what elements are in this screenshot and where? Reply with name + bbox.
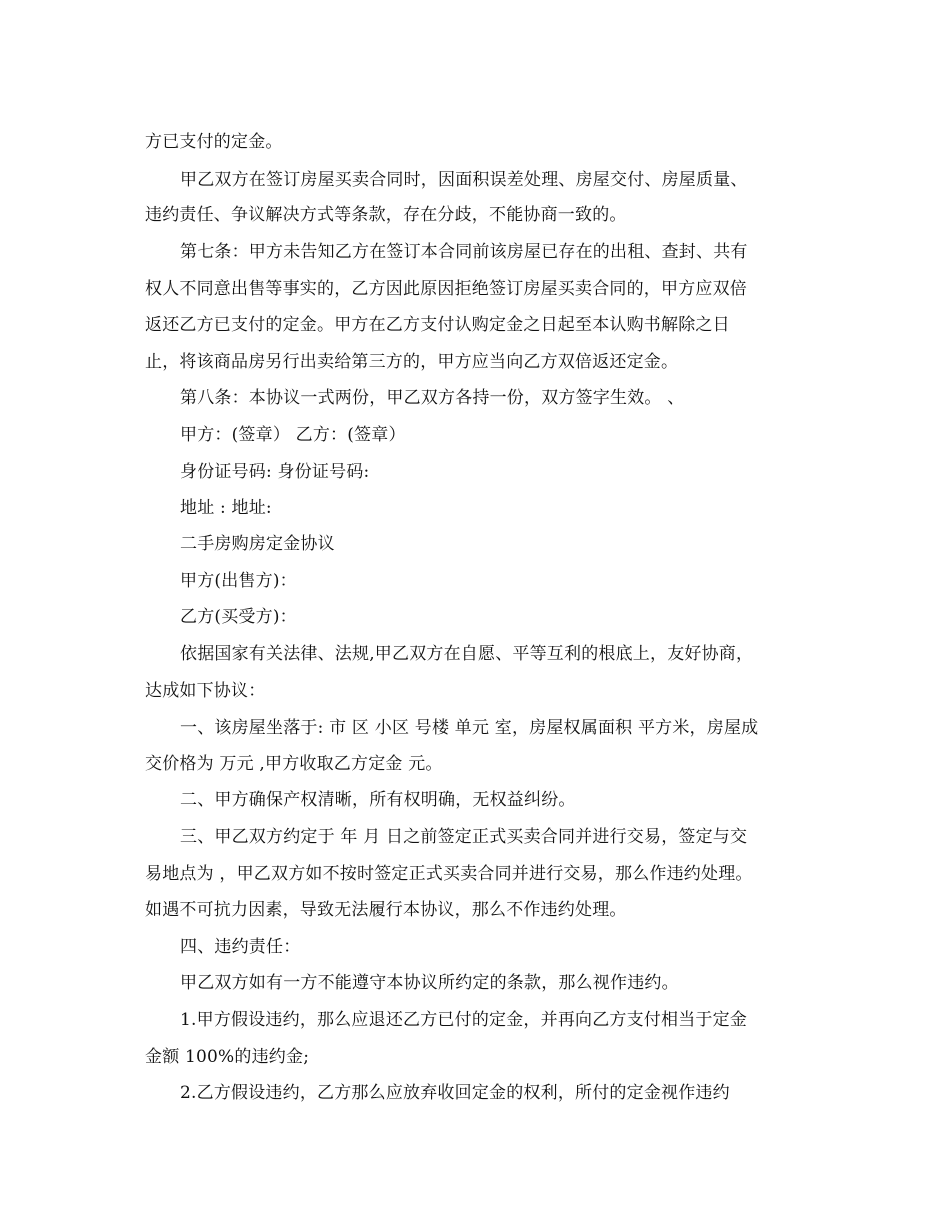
- text-line: 如遇不可抗力因素，导致无法履行本协议，那么不作违约处理。: [145, 900, 627, 920]
- text-line: 违约责任、争议解决方式等条款，存在分歧，不能协商一致的。: [145, 205, 627, 225]
- text-line: 甲方：(签章） 乙方：(签章）: [180, 425, 406, 445]
- text-line: 权人不同意出售等事实的，乙方因此原因拒绝签订房屋买卖合同的，甲方应双倍: [145, 279, 747, 299]
- text-line: 1.甲方假设违约，那么应退还乙方已付的定金，并再向乙方支付相当于定金: [180, 1010, 748, 1030]
- text-line: 身份证号码: 身份证号码:: [180, 462, 370, 482]
- text-line: 依据国家有关法律、法规,甲乙双方在自愿、平等互利的根底上，友好协商，: [180, 644, 754, 664]
- text-line: 达成如下协议：: [145, 681, 266, 701]
- text-line: 乙方(买受方)：: [180, 607, 297, 627]
- text-line: 四、违约责任：: [180, 937, 301, 957]
- text-line: 金额 100%的违约金;: [145, 1047, 310, 1067]
- text-line: 甲乙双方在签订房屋买卖合同时，因面积误差处理、房屋交付、房屋质量、: [180, 170, 748, 190]
- text-line: 第八条：本协议一式两份，甲乙双方各持一份，双方签字生效。 、: [180, 388, 685, 408]
- text-line: 甲乙双方如有一方不能遵守本协议所约定的条款，那么视作违约。: [180, 973, 679, 993]
- text-line: 二手房购房定金协议: [180, 534, 335, 554]
- text-line: 交价格为 万元 ,甲方收取乙方定金 元。: [145, 754, 443, 774]
- text-line: 二、甲方确保产权清晰，所有权明确，无权益纠纷。: [180, 790, 576, 810]
- text-line: 第七条：甲方未告知乙方在签订本合同前该房屋已存在的出租、查封、共有: [180, 242, 748, 262]
- text-line: 一、该房屋坐落于: 市 区 小区 号楼 单元 室，房屋权属面积 平方米，房屋成: [180, 718, 759, 738]
- text-line: 2.乙方假设违约，乙方那么应放弃收回定金的权利，所付的定金视作违约: [180, 1083, 730, 1103]
- text-line: 止，将该商品房另行出卖给第三方的，甲方应当向乙方双倍返还定金。: [145, 352, 679, 372]
- text-line: 易地点为 ，甲乙双方如不按时签定正式买卖合同并进行交易，那么作违约处理。: [145, 864, 753, 884]
- text-line: 甲方(出售方)：: [180, 571, 297, 591]
- text-line: 三、甲乙双方约定于 年 月 日之前签定正式买卖合同并进行交易，签定与交: [180, 827, 748, 847]
- text-line: 方已支付的定金。: [145, 132, 283, 152]
- text-line: 地址 : 地址:: [180, 498, 272, 518]
- text-line: 返还乙方已支付的定金。甲方在乙方支付认购定金之日起至本认购书解除之日: [145, 315, 730, 335]
